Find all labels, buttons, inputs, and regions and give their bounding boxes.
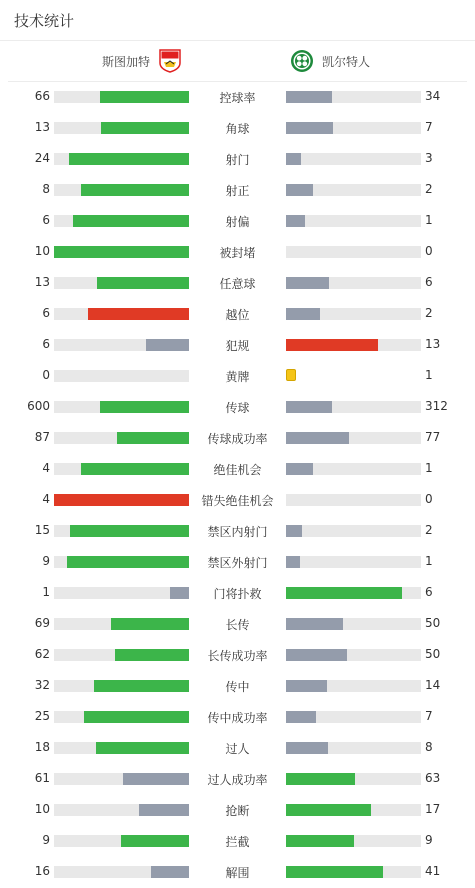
away-team-name: 凯尔特人 <box>322 54 371 69</box>
stat-row <box>0 485 475 516</box>
away-value: 1 <box>425 461 433 475</box>
away-bar-fill <box>286 525 302 537</box>
home-value: 4 <box>42 461 50 475</box>
away-team[interactable] <box>290 41 370 81</box>
away-bar-track <box>286 401 421 413</box>
away-bar-fill <box>286 556 300 568</box>
stat-label: 绝佳机会 <box>213 463 262 477</box>
stat-label: 传中成功率 <box>207 711 268 725</box>
home-value: 16 <box>34 864 50 878</box>
home-bar-track <box>54 122 189 134</box>
stat-row <box>0 516 475 547</box>
away-bar-track <box>286 246 421 258</box>
away-value: 50 <box>425 616 441 630</box>
stat-label: 拦截 <box>225 835 250 849</box>
home-bar-fill <box>54 494 189 506</box>
home-bar-fill <box>117 432 189 444</box>
away-bar-fill <box>286 742 328 754</box>
yellow-card-icon <box>286 369 296 381</box>
away-bar-fill <box>286 835 354 847</box>
home-bar-track <box>54 184 189 196</box>
away-bar-track <box>286 91 421 103</box>
home-bar-fill <box>81 184 189 196</box>
away-bar-track <box>286 339 421 351</box>
away-value: 8 <box>425 740 433 754</box>
page-title: 技术统计 <box>14 11 75 30</box>
home-bar-fill <box>67 556 189 568</box>
away-bar-fill <box>286 866 383 878</box>
home-bar-fill <box>139 804 189 816</box>
home-bar-track <box>54 401 189 413</box>
stat-label: 长传成功率 <box>207 649 268 663</box>
home-bar-fill <box>121 835 189 847</box>
away-value: 6 <box>425 585 433 599</box>
stat-row <box>0 299 475 330</box>
home-bar-track <box>54 494 189 506</box>
away-bar-track <box>286 277 421 289</box>
away-value: 2 <box>425 523 433 537</box>
stat-row <box>0 144 475 175</box>
home-value: 66 <box>34 89 50 103</box>
stat-row <box>0 454 475 485</box>
away-bar-track <box>286 618 421 630</box>
stat-row <box>0 826 475 857</box>
stat-label: 门将扑救 <box>213 587 262 601</box>
stat-row <box>0 578 475 609</box>
stat-row <box>0 268 475 299</box>
stat-row <box>0 795 475 826</box>
home-value: 18 <box>34 740 50 754</box>
home-value: 9 <box>42 833 50 847</box>
stat-label: 过人 <box>225 742 250 756</box>
home-value: 13 <box>34 120 50 134</box>
stat-row <box>0 609 475 640</box>
stat-label: 黄牌 <box>225 370 250 384</box>
stat-label: 禁区外射门 <box>207 556 268 570</box>
home-bar-fill <box>115 649 189 661</box>
away-value: 41 <box>425 864 441 878</box>
away-value: 0 <box>425 244 433 258</box>
home-bar-fill <box>100 401 189 413</box>
away-bar-fill <box>286 680 327 692</box>
home-bar-track <box>54 463 189 475</box>
stat-label: 犯规 <box>225 339 250 353</box>
home-value: 32 <box>34 678 50 692</box>
home-bar-track <box>54 339 189 351</box>
away-value: 9 <box>425 833 433 847</box>
away-value: 0 <box>425 492 433 506</box>
away-value: 13 <box>425 337 441 351</box>
away-bar-track <box>286 649 421 661</box>
away-bar-track <box>286 463 421 475</box>
away-value: 7 <box>425 120 433 134</box>
home-bar-track <box>54 866 189 878</box>
home-bar-track <box>54 91 189 103</box>
home-bar-track <box>54 153 189 165</box>
home-bar-fill <box>84 711 189 723</box>
stat-row <box>0 392 475 423</box>
away-value: 63 <box>425 771 441 785</box>
stat-row <box>0 82 475 113</box>
away-bar-fill <box>286 773 355 785</box>
away-bar-fill <box>286 432 349 444</box>
away-bar-fill <box>286 618 343 630</box>
stat-label: 禁区内射门 <box>207 525 268 539</box>
stat-label: 抢断 <box>225 804 250 818</box>
teams-bar <box>8 41 467 82</box>
away-bar-fill <box>286 463 313 475</box>
away-bar-fill <box>286 91 332 103</box>
stat-label: 越位 <box>225 308 250 322</box>
home-bar-track <box>54 804 189 816</box>
away-bar-track <box>286 525 421 537</box>
stat-label: 错失绝佳机会 <box>201 494 274 508</box>
away-value: 3 <box>425 151 433 165</box>
away-bar-track <box>286 153 421 165</box>
home-value: 1 <box>42 585 50 599</box>
home-value: 87 <box>34 430 50 444</box>
away-value: 7 <box>425 709 433 723</box>
away-bar-track <box>286 742 421 754</box>
home-bar-fill <box>81 463 189 475</box>
home-bar-track <box>54 308 189 320</box>
home-bar-fill <box>151 866 189 878</box>
stat-label: 过人成功率 <box>207 773 268 787</box>
home-bar-track <box>54 432 189 444</box>
away-value: 1 <box>425 213 433 227</box>
away-bar-track <box>286 711 421 723</box>
home-value: 69 <box>34 616 50 630</box>
stat-row <box>0 237 475 268</box>
away-bar-fill <box>286 401 332 413</box>
home-bar-fill <box>94 680 189 692</box>
home-bar-fill <box>100 91 189 103</box>
stat-row <box>0 547 475 578</box>
home-value: 62 <box>34 647 50 661</box>
stat-label: 射正 <box>225 184 250 198</box>
stat-row <box>0 175 475 206</box>
home-value: 600 <box>27 399 50 413</box>
away-value: 14 <box>425 678 441 692</box>
stat-row <box>0 733 475 764</box>
home-bar-track <box>54 215 189 227</box>
stat-label: 任意球 <box>219 277 256 291</box>
stat-row <box>0 330 475 361</box>
away-bar-track <box>286 494 421 506</box>
home-value: 0 <box>42 368 50 382</box>
away-value: 34 <box>425 89 441 103</box>
home-bar-fill <box>73 215 189 227</box>
away-value: 77 <box>425 430 441 444</box>
home-bar-track <box>54 649 189 661</box>
home-value: 13 <box>34 275 50 289</box>
home-bar-track <box>54 680 189 692</box>
away-value: 1 <box>425 554 433 568</box>
home-bar-track <box>54 587 189 599</box>
away-bar-track <box>286 122 421 134</box>
stats-list <box>0 82 475 888</box>
home-bar-fill <box>69 153 189 165</box>
home-team-name: 斯图加特 <box>101 54 150 69</box>
home-value: 4 <box>42 492 50 506</box>
away-bar-fill <box>286 308 320 320</box>
home-value: 15 <box>34 523 50 537</box>
away-bar-fill <box>286 153 301 165</box>
away-bar-track <box>286 866 421 878</box>
home-bar-fill <box>170 587 189 599</box>
home-bar-track <box>54 835 189 847</box>
stat-row <box>0 857 475 888</box>
home-value: 6 <box>42 337 50 351</box>
away-bar-track <box>286 556 421 568</box>
stat-label: 解围 <box>225 866 250 880</box>
away-value: 17 <box>425 802 441 816</box>
away-bar-track <box>286 835 421 847</box>
home-bar-track <box>54 370 189 382</box>
away-bar-track <box>286 308 421 320</box>
home-bar-fill <box>54 246 189 258</box>
away-bar-fill <box>286 804 371 816</box>
home-bar-fill <box>111 618 189 630</box>
home-bar-track <box>54 246 189 258</box>
home-team[interactable] <box>102 41 182 81</box>
home-value: 61 <box>34 771 50 785</box>
home-value: 6 <box>42 213 50 227</box>
stat-row <box>0 671 475 702</box>
away-bar-track <box>286 215 421 227</box>
away-value: 6 <box>425 275 433 289</box>
vfb-stuttgart-crest-icon <box>158 49 182 73</box>
home-bar-track <box>54 556 189 568</box>
home-bar-track <box>54 711 189 723</box>
away-bar-track <box>286 587 421 599</box>
away-value: 312 <box>425 399 448 413</box>
away-value: 2 <box>425 306 433 320</box>
home-value: 8 <box>42 182 50 196</box>
away-bar-track <box>286 680 421 692</box>
home-bar-track <box>54 277 189 289</box>
stat-row <box>0 206 475 237</box>
stat-row <box>0 361 475 392</box>
home-bar-track <box>54 742 189 754</box>
home-bar-track <box>54 525 189 537</box>
stat-label: 射门 <box>225 153 250 167</box>
stat-row <box>0 640 475 671</box>
away-bar-fill <box>286 711 316 723</box>
away-bar-track <box>286 773 421 785</box>
home-value: 9 <box>42 554 50 568</box>
away-bar-fill <box>286 122 333 134</box>
home-bar-fill <box>70 525 189 537</box>
away-bar-fill <box>286 215 305 227</box>
home-value: 25 <box>34 709 50 723</box>
stat-row <box>0 702 475 733</box>
away-bar-fill <box>286 184 313 196</box>
away-bar-fill <box>286 587 402 599</box>
home-bar-fill <box>96 742 189 754</box>
stat-label: 传球 <box>225 401 250 415</box>
home-bar-track <box>54 773 189 785</box>
stat-label: 传中 <box>225 680 250 694</box>
stat-label: 控球率 <box>219 91 256 105</box>
stat-row <box>0 764 475 795</box>
celtic-crest-icon <box>290 49 314 73</box>
home-value: 10 <box>34 802 50 816</box>
away-bar-track <box>286 184 421 196</box>
home-bar-fill <box>88 308 189 320</box>
home-value: 24 <box>34 151 50 165</box>
away-value: 50 <box>425 647 441 661</box>
stat-label: 长传 <box>225 618 250 632</box>
home-value: 6 <box>42 306 50 320</box>
home-bar-fill <box>123 773 189 785</box>
stat-label: 角球 <box>225 122 250 136</box>
away-bar-fill <box>286 277 329 289</box>
away-bar-fill <box>286 649 347 661</box>
away-value: 2 <box>425 182 433 196</box>
stat-label: 被封堵 <box>219 246 256 260</box>
home-bar-fill <box>101 122 189 134</box>
stat-row <box>0 423 475 454</box>
stat-label: 射偏 <box>225 215 250 229</box>
home-value: 10 <box>34 244 50 258</box>
home-bar-fill <box>146 339 189 351</box>
away-bar-track <box>286 432 421 444</box>
stat-row <box>0 113 475 144</box>
away-value: 1 <box>425 368 433 382</box>
away-bar-track <box>286 804 421 816</box>
stats-header <box>0 0 475 41</box>
stat-label: 传球成功率 <box>207 432 268 446</box>
home-bar-fill <box>97 277 189 289</box>
away-bar-fill <box>286 339 378 351</box>
home-bar-track <box>54 618 189 630</box>
